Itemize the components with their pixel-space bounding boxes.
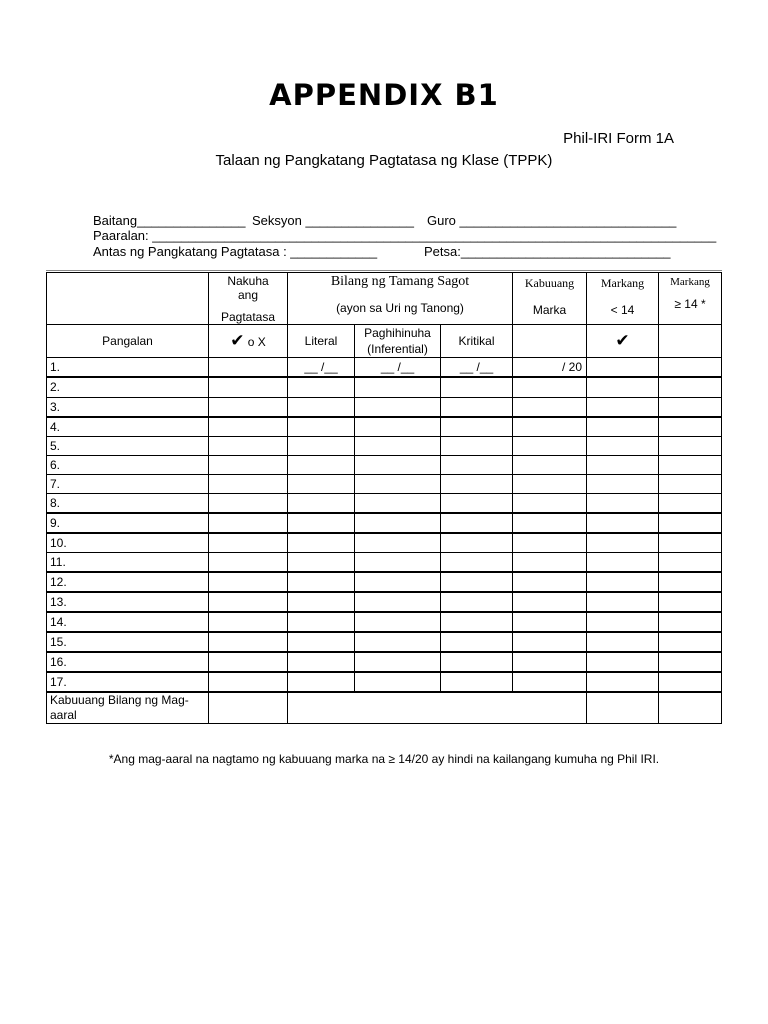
header-blank-cell [47,273,209,325]
inferential-label: (Inferential) [367,342,428,356]
paghihinuha-cell[interactable] [355,592,441,612]
markang-below-cell[interactable] [587,474,659,493]
kritikal-cell[interactable] [441,612,513,632]
markang-above-header [659,273,722,325]
row-label: 7. [47,474,209,493]
total-markang-above-cell[interactable] [659,692,722,724]
markang-above-subheader [659,325,722,358]
markang-above-cell[interactable] [659,377,722,397]
row-label: 14. [47,612,209,632]
row-label: 6. [47,455,209,474]
total-cell[interactable] [513,533,587,553]
markang-above-label: Markang [670,276,710,288]
table-row [47,358,722,378]
literal-cell[interactable] [288,652,355,672]
literal-cell[interactable] [288,417,355,437]
nakuha-cell[interactable] [209,474,288,493]
bilang-title: Bilang ng Tamang Sagot [330,274,470,289]
row-label: 16. [47,652,209,672]
table-row [47,672,722,692]
kritikal-cell[interactable] [441,436,513,455]
markang-above-cell[interactable] [659,397,722,417]
form-subtitle: Talaan ng Pangkatang Pagtatasa ng Klase (TPPK) [215,152,553,169]
markang-above-cell[interactable] [659,493,722,513]
markang-below-header [587,273,659,325]
literal-cell[interactable] [288,377,355,397]
table-row [47,513,722,533]
row-label: 4. [47,417,209,437]
table-header-row-1 [47,273,722,325]
table-header-row-2 [47,325,722,358]
literal-cell[interactable] [288,612,355,632]
literal-cell[interactable] [288,572,355,592]
literal-cell[interactable] [288,533,355,553]
total-merged-cell[interactable] [288,692,587,724]
nakuha-cell[interactable] [209,552,288,572]
markang-above-cell[interactable] [659,358,722,378]
markang-above-cell[interactable] [659,592,722,612]
check-or-x-header [209,325,288,358]
table-row [47,632,722,652]
literal-cell[interactable]: __ /__ [288,358,355,378]
paghihinuha-cell[interactable] [355,652,441,672]
paghihinuha-cell[interactable] [355,417,441,437]
kritikal-cell[interactable] [441,417,513,437]
total-cell[interactable] [513,612,587,632]
paghihinuha-cell[interactable] [355,436,441,455]
markang-below-cell[interactable] [587,397,659,417]
kritikal-cell[interactable] [441,474,513,493]
row-label: 5. [47,436,209,455]
literal-cell[interactable] [288,552,355,572]
total-cell[interactable]: / 20 [513,358,587,378]
row-label: 2. [47,377,209,397]
check-or-x-label: o X [247,335,266,349]
table-row [47,417,722,437]
kritikal-cell[interactable] [441,652,513,672]
pangalan-header: Pangalan [47,325,209,358]
nakuha-line-2: ang [237,288,259,302]
row-label: 1. [47,358,209,378]
literal-cell[interactable] [288,592,355,612]
nakuha-cell[interactable] [209,572,288,592]
paghihinuha-cell[interactable] [355,572,441,592]
check-icon: ✔ [615,331,630,351]
markang-above-cell[interactable] [659,533,722,553]
total-cell[interactable] [513,652,587,672]
markang-below-cell[interactable] [587,417,659,437]
total-cell[interactable] [513,377,587,397]
form-code: Phil-IRI Form 1A [563,130,674,147]
nakuha-cell[interactable] [209,358,288,378]
table-row [47,652,722,672]
total-row-label: Kabuuang Bilang ng Mag-aaral [47,692,209,724]
markang-above-cell[interactable] [659,455,722,474]
markang-above-cell[interactable] [659,612,722,632]
guro-field[interactable]: Guro ______________________________ [427,213,677,228]
paghihinuha-cell[interactable] [355,612,441,632]
markang-below-cell[interactable] [587,592,659,612]
markang-below-cell[interactable] [587,652,659,672]
kritikal-cell[interactable] [441,397,513,417]
header-row-3 [93,244,693,260]
total-cell[interactable] [513,552,587,572]
literal-cell[interactable] [288,474,355,493]
nakuha-cell[interactable] [209,592,288,612]
total-cell[interactable] [513,632,587,652]
literal-cell[interactable] [288,632,355,652]
nakuha-cell[interactable] [209,436,288,455]
paghihinuha-cell[interactable] [355,455,441,474]
nakuha-cell[interactable] [209,672,288,692]
total-cell[interactable] [513,572,587,592]
row-label: 10. [47,533,209,553]
markang-above-cell[interactable] [659,672,722,692]
paghihinuha-cell[interactable] [355,552,441,572]
literal-cell[interactable] [288,672,355,692]
table-row [47,377,722,397]
page-title: APPENDIX B1 [269,78,499,112]
kritikal-cell[interactable] [441,455,513,474]
total-cell[interactable] [513,397,587,417]
table-row [47,474,722,493]
table-row [47,572,722,592]
markang-above-cell[interactable] [659,572,722,592]
paaralan-field[interactable]: Paaralan: ______________________________________________________________________________ [93,228,717,243]
nakuha-cell[interactable] [209,533,288,553]
kritikal-cell[interactable]: __ /__ [441,358,513,378]
nakuha-header [209,273,288,325]
nakuha-cell[interactable] [209,513,288,533]
nakuha-cell[interactable] [209,377,288,397]
markang-below-cell[interactable] [587,358,659,378]
row-label: 13. [47,592,209,612]
kritikal-cell[interactable] [441,513,513,533]
paghihinuha-cell[interactable] [355,632,441,652]
row-label: 8. [47,493,209,513]
table-row [47,455,722,474]
petsa-field[interactable]: Petsa:_____________________________ [424,244,671,259]
markang-above-cell[interactable] [659,417,722,437]
seksyon-field[interactable]: Seksyon _______________ [252,213,414,228]
markang-above-cell[interactable] [659,436,722,455]
paghihinuha-cell[interactable] [355,493,441,513]
total-cell[interactable] [513,436,587,455]
literal-cell[interactable] [288,436,355,455]
markang-below-cell[interactable] [587,533,659,553]
tppk-table [46,272,722,724]
kabuuang-subheader [513,325,587,358]
row-label: 11. [47,552,209,572]
markang-above-cell[interactable] [659,474,722,493]
kritikal-cell[interactable] [441,572,513,592]
markang-below-cell[interactable] [587,632,659,652]
kritikal-cell[interactable] [441,533,513,553]
total-cell[interactable] [513,493,587,513]
bilang-header [288,273,513,325]
kritikal-cell[interactable] [441,632,513,652]
nakuha-cell[interactable] [209,397,288,417]
total-row [47,692,722,724]
table-row [47,397,722,417]
row-label: 15. [47,632,209,652]
nakuha-line-3: Pagtatasa [220,310,276,324]
kabuuang-header [513,273,587,325]
literal-cell[interactable] [288,493,355,513]
markang-below-value: < 14 [610,303,635,317]
paghihinuha-cell[interactable] [355,474,441,493]
literal-cell[interactable] [288,397,355,417]
kritikal-cell[interactable] [441,493,513,513]
row-label: 3. [47,397,209,417]
kritikal-cell[interactable] [441,377,513,397]
markang-below-cell[interactable] [587,552,659,572]
markang-below-cell[interactable] [587,436,659,455]
header-row-1 [93,213,693,229]
divider [46,270,722,271]
markang-below-cell[interactable] [587,493,659,513]
table-row [47,552,722,572]
marka-label: Marka [532,303,567,317]
total-markang-below-cell[interactable] [587,692,659,724]
markang-below-cell[interactable] [587,672,659,692]
markang-below-cell[interactable] [587,513,659,533]
markang-below-cell[interactable] [587,377,659,397]
total-cell[interactable] [513,672,587,692]
nakuha-cell[interactable] [209,632,288,652]
row-label: 17. [47,672,209,692]
kritikal-cell[interactable] [441,592,513,612]
table-row [47,533,722,553]
table-row [47,436,722,455]
markang-below-check [587,325,659,358]
paghihinuha-label: Paghihinuha [364,326,431,340]
paghihinuha-cell[interactable] [355,533,441,553]
paghihinuha-cell[interactable]: __ /__ [355,358,441,378]
markang-above-cell[interactable] [659,513,722,533]
paghihinuha-cell[interactable] [355,513,441,533]
total-cell[interactable] [513,455,587,474]
markang-above-cell[interactable] [659,652,722,672]
markang-above-cell[interactable] [659,632,722,652]
paghihinuha-cell[interactable] [355,397,441,417]
nakuha-cell[interactable] [209,417,288,437]
nakuha-cell[interactable] [209,612,288,632]
row-label: 9. [47,513,209,533]
paghihinuha-cell[interactable] [355,672,441,692]
table-row [47,592,722,612]
table-row [47,612,722,632]
nakuha-line-1: Nakuha [227,274,269,288]
paghihinuha-header [355,325,441,358]
markang-below-label: Markang [600,276,645,290]
total-cell[interactable] [513,417,587,437]
kritikal-cell[interactable] [441,552,513,572]
antas-field[interactable]: Antas ng Pangkatang Pagtatasa : ____________ [93,244,378,259]
kabuuang-label: Kabuuang [524,276,575,290]
table-row [47,493,722,513]
paghihinuha-cell[interactable] [355,377,441,397]
kritikal-cell[interactable] [441,672,513,692]
literal-cell[interactable] [288,455,355,474]
markang-below-cell[interactable] [587,572,659,592]
nakuha-cell[interactable] [209,652,288,672]
nakuha-cell[interactable] [209,455,288,474]
literal-header: Literal [288,325,355,358]
baitang-field[interactable]: Baitang_______________ [93,213,246,228]
bilang-subtitle: (ayon sa Uri ng Tanong) [336,301,464,315]
check-icon: ✔ [230,331,245,351]
nakuha-cell[interactable] [209,493,288,513]
row-label: 12. [47,572,209,592]
footnote: *Ang mag-aaral na nagtamo ng kabuuang marka na ≥ 14/20 ay hindi na kailangang kumuha ng Phil IRI. [108,752,660,766]
total-cell[interactable] [513,474,587,493]
total-nakuha-cell[interactable] [209,692,288,724]
markang-above-cell[interactable] [659,552,722,572]
total-cell[interactable] [513,513,587,533]
literal-cell[interactable] [288,513,355,533]
kritikal-header: Kritikal [441,325,513,358]
markang-below-cell[interactable] [587,612,659,632]
total-cell[interactable] [513,592,587,612]
markang-above-value: ≥ 14 * [674,297,706,311]
markang-below-cell[interactable] [587,455,659,474]
